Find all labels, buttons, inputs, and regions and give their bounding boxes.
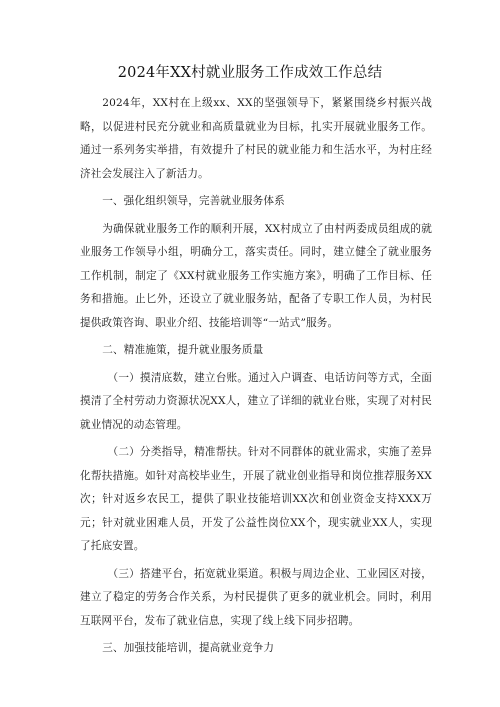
section-1-paragraph: 为确保就业服务工作的顺利开展，XX村成立了由村两委成员组成的就业服务工作领导小组，明确分工，落实责任。同时，建立健全了就业服务工作机制，制定了《XX村就业服务工作实施方案》，明确了工作目标、任务和措施。止匕外，还设立了就业服务站，配备了专职工作人员，为村民提供政策咨询、职业介绍、技能培训等“一站式”服务。: [80, 222, 432, 329]
intro-paragraph: 2024年，XX村在上级xx、XX的坚强领导下，紧紧围绕乡村振兴战略，以促进村民充分就业和高质量就业为目标，扎实开展就业服务工作。通过一系列务实举措，有效提升了村民的就业能力和生活水平，为村庄经济社会发展注入了新活力。: [80, 97, 432, 180]
subsection-2-paragraph: （二）分类指导，精准帮扶。针对不同群体的就业需求，实施了差异化帮扶措施。如针对高校毕业生，开展了就业创业指导和岗位推荐服务XX次；针对返乡农民工，提供了职业技能培训XX次和创业资金支持XXX万元；针对就业困难人员，开发了公益性岗位XX个，现实就业XX人，实现了托底安置。: [80, 446, 432, 552]
subsection-1-paragraph: （一）摸清底数，建立台账。通过入户调查、电话访问等方式，全面摸清了全村劳动力资源状况XX人，建立了详细的就业台账，实现了对村民就业情况的动态管理。: [80, 371, 432, 431]
section-heading-2: 二、精准施策，提升就业服务质量: [102, 344, 264, 356]
document-title: 2024年XX村就业服务工作成效工作总结: [117, 65, 383, 81]
section-heading-1: 一、强化组织领导，完善就业服务体系: [102, 195, 285, 207]
document-body: [80, 92, 432, 661]
section-heading-3: 三、加强技能培训，提高就业竞争力: [102, 642, 275, 654]
subsection-3-paragraph: （三）搭建平台，拓宽就业渠道。积极与周边企业、工业园区对接，建立了稳定的劳务合作关系，为村民提供了更多的就业机会。同时，利用互联网平台，发布了就业信息，实现了线上线下同步招聘。: [80, 567, 432, 627]
